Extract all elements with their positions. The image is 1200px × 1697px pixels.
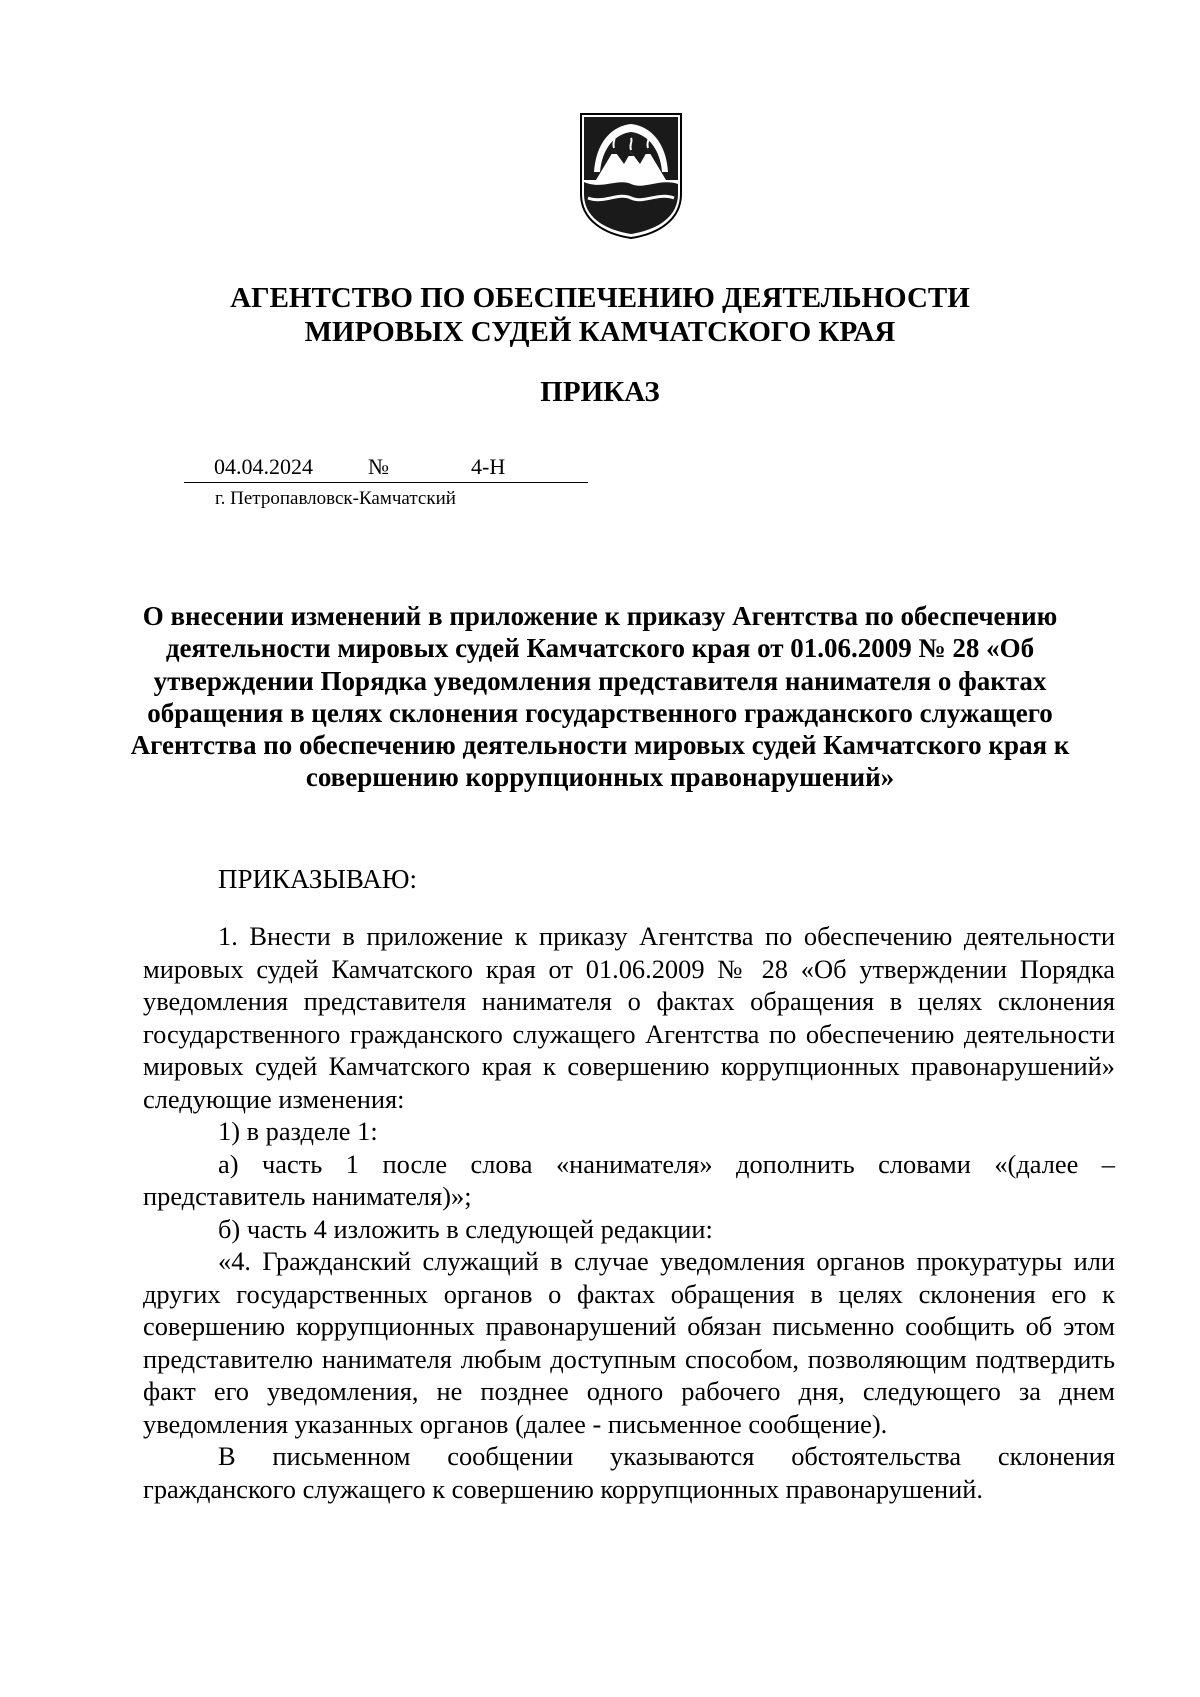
- document-title: О внесении изменений в приложение к приказу Агентства по обеспечению деятельности мировых судей Камчатского края от 01.06.2009 № 28 «Об утверждении Порядка уведомления представителя нанимателя о фактах обращения в целях склонения государственного гражданского служащего Агентства по обеспечению деятельности мировых судей Камчатского края к совершению коррупционных правонарушений»: [130, 601, 1070, 793]
- body-paragraph: В письменном сообщении указываются обстоятельства склонения гражданского служащего к совершению коррупционных правонарушений.: [143, 1441, 1115, 1504]
- city-name: г. Петропавловск-Камчатский: [215, 488, 456, 509]
- document-body: [143, 920, 1115, 1505]
- agency-name-line-2: МИРОВЫХ СУДЕЙ КАМЧАТСКОГО КРАЯ: [304, 316, 896, 348]
- order-date: 04.04.2024: [214, 454, 313, 479]
- kamchatka-coat-of-arms-icon: [578, 112, 684, 240]
- order-word: ПРИКАЗЫВАЮ:: [218, 864, 417, 894]
- body-paragraph: б) часть 4 изложить в следующей редакции:: [218, 1213, 713, 1244]
- document-type: ПРИКАЗ: [540, 376, 660, 408]
- body-paragraph: а) часть 1 после слова «нанимателя» дополнить словами «(далее – представитель нанимателя)»;: [143, 1148, 1115, 1211]
- body-paragraph: 1. Внести в приложение к приказу Агентства по обеспечению деятельности мировых судей Камчатского края от 01.06.2009 № 28 «Об утверждении Порядка уведомления представителя нанимателя о фактах обращения в целях склонения государственного гражданского служащего Агентства по обеспечению деятельности мировых судей Камчатского края к совершению коррупционных правонарушений» следующие изменения:: [143, 921, 1115, 1114]
- order-date-number-line: [184, 452, 588, 483]
- body-paragraph: 1) в разделе 1:: [218, 1116, 378, 1146]
- agency-name-line-1: АГЕНТСТВО ПО ОБЕСПЕЧЕНИЮ ДЕЯТЕЛЬНОСТИ: [230, 282, 970, 314]
- order-number: 4-Н: [471, 454, 506, 479]
- order-number-sign: №: [368, 454, 389, 479]
- body-paragraph: «4. Гражданский служащий в случае уведомления органов прокуратуры или других государственных органов о фактах обращения в целях склонения его к совершению коррупционных правонарушений обязан письменно сообщить об этом представителю нанимателя любым доступным способом, позволяющим подтвердить факт его уведомления, не позднее одного рабочего дня, следующего за днем уведомления указанных органов (далее - письменное сообщение).: [143, 1246, 1115, 1439]
